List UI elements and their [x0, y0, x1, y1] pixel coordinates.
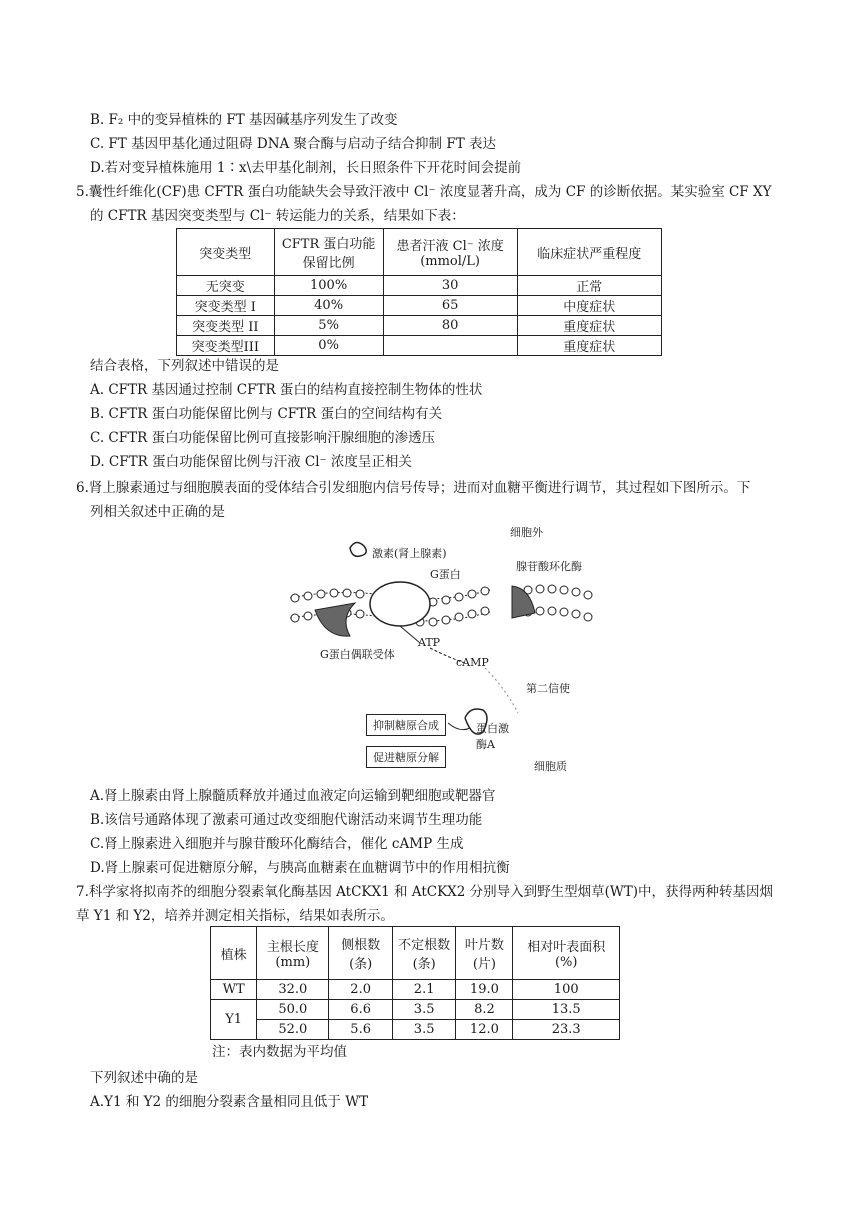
- q7-note: 注：表内数据为平均值: [212, 1044, 347, 1060]
- q6-stem-line2: 列相关叙述中正确的是: [90, 504, 225, 520]
- table-row: [177, 276, 662, 296]
- table-cell: 正常: [517, 276, 661, 296]
- q5-stem-line1: 5.囊性纤维化(CF)患 CFTR 蛋白功能缺失会导致汗液中 Cl⁻ 浓度显著升高，成为 CF 的诊断依据。某实验室 CF XY: [76, 184, 772, 200]
- table-cell: 30: [383, 276, 517, 296]
- table-row: [177, 336, 662, 356]
- q6-stem-line1: 6.肾上腺素通过与细胞膜表面的受体结合引发细胞内信号传导；进而对血糖平衡进行调节，其过程如下图所示。下: [76, 480, 751, 496]
- table-cell: 100: [513, 980, 620, 1000]
- q7-stem-line1: 7.科学家将拟南芥的细胞分裂素氧化酶基因 AtCKX1 和 AtCKX2 分别导入到野生型烟草(WT)中，获得两种转基因烟: [76, 884, 774, 900]
- g-protein-shape: [370, 582, 430, 626]
- table-cell: 8.2: [456, 1000, 513, 1020]
- table-header: 植株: [211, 927, 257, 980]
- q7-lead: 下列叙述中确的是: [90, 1070, 198, 1086]
- signaling-diagram: [280, 518, 600, 788]
- q7-option-a: A.Y1 和 Y2 的细胞分裂素含量相同且低于 WT: [90, 1094, 369, 1110]
- label-receptor: G蛋白偶联受体: [320, 648, 395, 661]
- table-row: [211, 1000, 620, 1020]
- table-row: [177, 296, 662, 316]
- table-cell: 2.0: [329, 980, 393, 1000]
- table-header: 侧根数(条): [329, 927, 393, 980]
- table-cell: 50.0: [257, 1000, 329, 1020]
- table-header: 突变类型: [177, 229, 275, 276]
- table-header: 不定根数(条): [392, 927, 456, 980]
- q6-option-b: B.该信号通路体现了激素可通过改变细胞代谢活动来调节生理功能: [90, 812, 483, 828]
- q6-option-c: C.肾上腺素进入细胞并与腺苷酸环化酶结合，催化 cAMP 生成: [90, 836, 464, 852]
- label-hormone: 激素(肾上腺素): [372, 547, 447, 560]
- table-cell: 6.6: [329, 1000, 393, 1020]
- table-header: 相对叶表面积(%): [513, 927, 620, 980]
- table-cell: [383, 336, 517, 356]
- table-cell: 3.5: [392, 1000, 456, 1020]
- table-cell: 0%: [274, 336, 383, 356]
- q5-stem-line2: 的 CFTR 基因突变类型与 Cl⁻ 转运能力的关系，结果如下表：: [90, 208, 465, 224]
- label-camp: cAMP: [456, 656, 489, 669]
- label-kinase: 蛋白激酶A: [476, 722, 509, 751]
- label-second-messenger: 第二信使: [526, 682, 570, 695]
- phospholipid-bilayer-right: [524, 585, 592, 621]
- q5-option-d: D. CFTR 蛋白功能保留比例与汗液 Cl⁻ 浓度呈正相关: [90, 454, 412, 470]
- table-cell: 2.1: [392, 980, 456, 1000]
- label-outside: 细胞外: [510, 526, 543, 539]
- table-cell: 52.0: [257, 1020, 329, 1040]
- q5-lead: 结合表格，下列叙述中错误的是: [90, 358, 279, 374]
- label-atp: ATP: [418, 636, 441, 649]
- table-cell: 无突变: [177, 276, 275, 296]
- table-cell: 23.3: [513, 1020, 620, 1040]
- q5-option-b: B. CFTR 蛋白功能保留比例与 CFTR 蛋白的空间结构有关: [90, 406, 443, 422]
- q4-option-d: D.若对变异植株施用 1∶x\去甲基化制剂，长日照条件下开花时间会提前: [90, 160, 522, 176]
- table-cell: 突变类型 II: [177, 316, 275, 336]
- table-cell: 80: [383, 316, 517, 336]
- table-cell: 32.0: [257, 980, 329, 1000]
- q5-option-c: C. CFTR 蛋白功能保留比例可直接影响汗腺细胞的渗透压: [90, 430, 436, 446]
- q4-option-b: B. F₂ 中的变异植株的 FT 基因碱基序列发生了改变: [90, 112, 398, 128]
- table-header: 叶片数(片): [456, 927, 513, 980]
- label-enzyme: 腺苷酸环化酶: [516, 560, 582, 573]
- box-inhibit-glycogen: 抑制糖原合成: [366, 714, 446, 736]
- table-cell: 中度症状: [517, 296, 661, 316]
- table-cell: 5.6: [329, 1020, 393, 1040]
- table-cell: 100%: [274, 276, 383, 296]
- q7-table: [210, 926, 620, 1040]
- table-cell: WT: [211, 980, 257, 1000]
- q6-option-d: D.肾上腺素可促进糖原分解，与胰高血糖素在血糖调节中的作用相抗衡: [90, 860, 510, 876]
- table-cell: 65: [383, 296, 517, 316]
- table-cell: 13.5: [513, 1000, 620, 1020]
- table-cell: 重度症状: [517, 316, 661, 336]
- table-row: [211, 980, 620, 1000]
- table-header: 主根长度(mm): [257, 927, 329, 980]
- hormone-icon: [350, 542, 366, 556]
- table-cell: 突变类型III: [177, 336, 275, 356]
- table-row: [211, 1020, 620, 1040]
- table-header-row: [211, 927, 620, 980]
- box-promote-glycogen: 促进糖原分解: [366, 746, 446, 768]
- table-cell: 重度症状: [517, 336, 661, 356]
- q7-stem-line2: 草 Y1 和 Y2，培养并测定相关指标，结果如表所示。: [76, 908, 394, 924]
- q4-option-c: C. FT 基因甲基化通过阻碍 DNA 聚合酶与启动子结合抑制 FT 表达: [90, 136, 497, 152]
- q5-option-a: A. CFTR 基因通过控制 CFTR 蛋白的结构直接控制生物体的性状: [90, 382, 483, 398]
- table-cell: 19.0: [456, 980, 513, 1000]
- table-header: 患者汗液 Cl⁻ 浓度(mmol/L): [383, 229, 517, 276]
- table-cell: Y1: [211, 1000, 257, 1040]
- table-header: 临床症状严重程度: [517, 229, 661, 276]
- table-row: [177, 316, 662, 336]
- receptor-shape: [315, 603, 355, 636]
- label-cytoplasm: 细胞质: [534, 760, 567, 773]
- table-cell: 5%: [274, 316, 383, 336]
- label-g-protein: G蛋白: [430, 568, 461, 581]
- table-cell: 12.0: [456, 1020, 513, 1040]
- table-cell: 40%: [274, 296, 383, 316]
- q5-table: [176, 228, 662, 356]
- table-cell: 3.5: [392, 1020, 456, 1040]
- q6-option-a: A.肾上腺素由肾上腺髓质释放并通过血液定向运输到靶细胞或靶器官: [90, 788, 496, 804]
- table-header-row: [177, 229, 662, 276]
- table-cell: 突变类型 I: [177, 296, 275, 316]
- table-header: CFTR 蛋白功能保留比例: [274, 229, 383, 276]
